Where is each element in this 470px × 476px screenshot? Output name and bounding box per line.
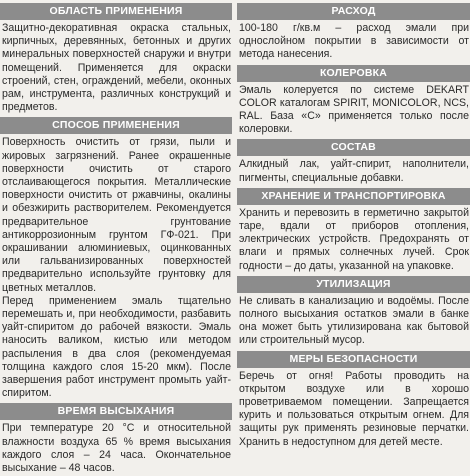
- section-safety: [237, 351, 470, 449]
- paragraph: Алкидный лак, уайт-спирит, наполнители, пигменты, специальные добавки.: [239, 158, 469, 184]
- section-header: ОБЛАСТЬ ПРИМЕНЕНИЯ: [0, 3, 232, 20]
- paragraph: Поверхность очистить от грязи, пыли и жировых загрязнений. Ранее окрашенные поверхности очистить от старого отслаивающегося покрытия. Металлические поверхности очистить от ржавчины, окалины и обезжирить растворителем. Рекомендуется предварительное грунтование антикоррозионным грунтом ГФ-021. При окрашивании алюминиевых, оцинкованных или гальванизированных поверхностей предварительно используйте грунтовку для цветных металлов.: [2, 136, 231, 294]
- section-text: [0, 422, 232, 475]
- section-header: СОСТАВ: [237, 139, 470, 156]
- section-header: СПОСОБ ПРИМЕНЕНИЯ: [0, 117, 232, 134]
- section-text: [237, 207, 470, 273]
- section-composition: [237, 139, 470, 184]
- section-text: [237, 84, 470, 137]
- section-text: [237, 295, 470, 348]
- paragraph: Эмаль колеруется по системе DEKART COLOR каталогам SPIRIT, MONICOLOR, NCS, RAL. База «С» применяется только после колеровки.: [239, 83, 469, 136]
- section-consumption: [237, 3, 470, 62]
- paragraph: Защитно-декоративная окраска стальных, кирпичных, деревянных, бетонных и других минеральных поверхностей снаружи и внутри помещений. Применяется для окраски строений, стен, ограждений, мебели, оконных рам, инструмента, различных конструкций и предметов.: [2, 22, 231, 114]
- section-text: [237, 158, 470, 184]
- section-header: УТИЛИЗАЦИЯ: [237, 276, 470, 293]
- paragraph: Не сливать в канализацию и водоёмы. После полного высыхания остатков эмали в банке она может быть утилизирована как бытовой или строительный мусор.: [239, 294, 469, 347]
- left-column: [0, 0, 232, 475]
- section-application-area: [0, 3, 232, 114]
- paragraph: Беречь от огня! Работы проводить на открытом воздухе или в хорошо проветриваемом помещении. Запрещается курить и пользоваться открытым огнем. Для защиты рук применять резиновые перчатки. Хранить в недоступном для детей месте.: [239, 369, 469, 448]
- section-tinting: [237, 65, 470, 137]
- section-application-method: [0, 117, 232, 400]
- section-header: ХРАНЕНИЕ И ТРАНСПОРТИРОВКА: [237, 188, 470, 205]
- section-text: [237, 370, 470, 449]
- paragraph: Перед применением эмаль тщательно перемешать и, при необходимости, разбавить уайт-спиритом до рабочей вязкости. Эмаль наносить валиком, кистью или методом распыления в два слоя (рекомендуемая толщина каждого слоя 15-20 мкм). После завершения работ инструмент промыть уайт-спиритом.: [2, 294, 231, 400]
- section-header: РАСХОД: [237, 3, 470, 20]
- section-storage-transport: [237, 188, 470, 273]
- paragraph: При температуре 20 °С и относительной влажности воздуха 65 % время высыхания каждого слоя – 24 часа. Окончательное высыхание – 48 часов.: [2, 422, 231, 475]
- section-header: ВРЕМЯ ВЫСЫХАНИЯ: [0, 403, 232, 420]
- section-disposal: [237, 276, 470, 348]
- paragraph: Хранить и перевозить в герметично закрытой таре, вдали от приборов отопления, электрических устройств. Предохранять от влаги и прямых солнечных лучей. Срок годности – до даты, указанной на упаковке.: [239, 206, 469, 272]
- section-drying-time: [0, 403, 232, 475]
- section-text: [0, 22, 232, 114]
- right-column: [237, 0, 470, 449]
- section-header: МЕРЫ БЕЗОПАСНОСТИ: [237, 351, 470, 368]
- paragraph: 100-180 г/кв.м – расход эмали при однослойном покрытии в зависимости от метода нанесения.: [239, 22, 469, 61]
- section-header: КОЛЕРОВКА: [237, 65, 470, 82]
- section-text: [237, 22, 470, 62]
- section-text: [0, 136, 232, 400]
